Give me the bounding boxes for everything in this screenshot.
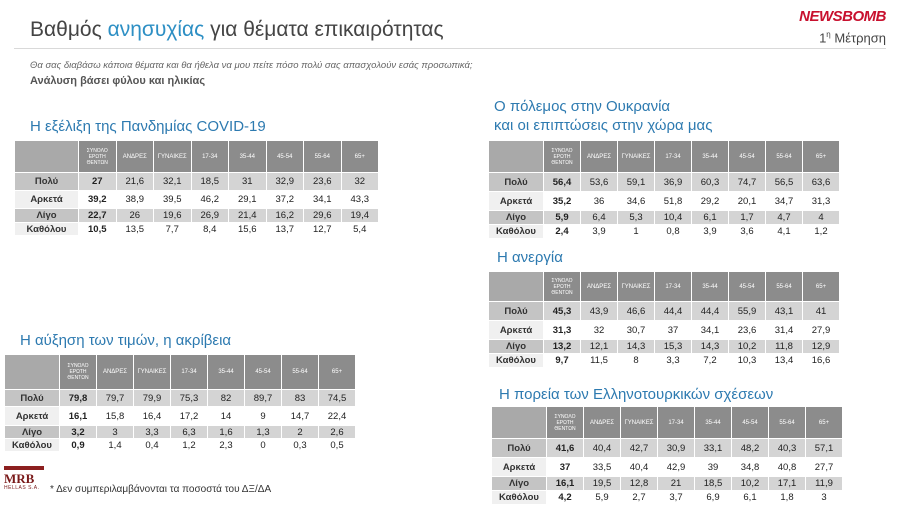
table-cell: 8,4 (191, 223, 229, 236)
column-header: ΓΥΝΑΙΚΕΣ (154, 141, 192, 173)
table-cell: 34,8 (732, 458, 769, 477)
table-cell: 43,3 (341, 191, 379, 209)
table-cell: 3,3 (134, 426, 171, 439)
table-cell: 32 (581, 321, 618, 340)
table-cell: 1,3 (245, 426, 282, 439)
table-cell: 32 (341, 173, 379, 191)
table-cell: 36,9 (655, 173, 692, 192)
table-cell: 56,4 (544, 173, 581, 192)
table-row (492, 477, 843, 491)
table-cell: 46,6 (618, 302, 655, 321)
measurement-label: $1^\eta$ Μέτρηση (819, 30, 886, 46)
table-cell: 13,7 (266, 223, 304, 236)
table-cell: 0,8 (655, 225, 692, 239)
table-cell: 29,6 (304, 209, 342, 223)
table-cell: 2 (282, 426, 319, 439)
table-cell: 7,7 (154, 223, 192, 236)
table-cell: 1,8 (769, 491, 806, 505)
table-cell: 57,1 (806, 439, 843, 458)
table-row (489, 225, 840, 239)
table-cell: 0,3 (282, 439, 319, 452)
table-cell: 15,3 (655, 340, 692, 354)
table-cell: 26 (116, 209, 154, 223)
table-cell: 16,1 (60, 407, 97, 426)
table-cell: 46,2 (191, 191, 229, 209)
table-cell: 42,9 (658, 458, 695, 477)
header-corner (492, 407, 547, 439)
table-cell: 1,4 (97, 439, 134, 452)
column-header: ΓΥΝΑΙΚΕΣ (618, 141, 655, 173)
row-label: Λίγο (489, 340, 544, 354)
table-row (5, 426, 356, 439)
table-cell: 34,7 (766, 192, 803, 211)
table-cell: 21,4 (229, 209, 267, 223)
column-header: ΑΝΔΡΕΣ (584, 407, 621, 439)
table-cell: 79,9 (134, 390, 171, 407)
column-header: 17-34 (655, 272, 692, 302)
table-cell: 0 (245, 439, 282, 452)
column-header: ΣΥΝΟΛΟ ΕΡΩΤΗ ΘΕΝΤΩΝ (60, 355, 97, 390)
table-cell: 10,2 (729, 340, 766, 354)
table-row (492, 439, 843, 458)
column-header: 65+ (806, 407, 843, 439)
table-cell: 36 (581, 192, 618, 211)
column-header: ΣΥΝΟΛΟ ΕΡΩΤΗ ΘΕΝΤΩΝ (547, 407, 584, 439)
table-cell: 40,3 (769, 439, 806, 458)
header-corner (15, 141, 79, 173)
column-header: 55-64 (766, 272, 803, 302)
table-cell: 63,6 (803, 173, 840, 192)
table-cell: 5,3 (618, 211, 655, 225)
table-row (492, 458, 843, 477)
table-cell: 19,5 (584, 477, 621, 491)
table-cell: 79,7 (97, 390, 134, 407)
table-cell: 2,7 (621, 491, 658, 505)
table-cell: 30,7 (618, 321, 655, 340)
section-title-covid: Η εξέλιξη της Πανδημίας COVID-19 (30, 118, 266, 135)
table-cell: 14,7 (282, 407, 319, 426)
column-header: 45-54 (732, 407, 769, 439)
column-header: ΑΝΔΡΕΣ (581, 272, 618, 302)
row-label: Λίγο (492, 477, 547, 491)
table-row (489, 321, 840, 340)
table-cell: 34,1 (692, 321, 729, 340)
column-header: 45-54 (729, 141, 766, 173)
column-header: 65+ (803, 141, 840, 173)
table-cell: 29,2 (692, 192, 729, 211)
table-cell: 37,2 (266, 191, 304, 209)
table-cell: 4,7 (766, 211, 803, 225)
greek-turkish-table (491, 406, 843, 505)
table-row (489, 340, 840, 354)
column-header: 35-44 (692, 141, 729, 173)
section-title-prices: Η αύξηση των τιμών, η ακρίβεια (20, 332, 232, 349)
table-cell: 53,6 (581, 173, 618, 192)
table-row (5, 390, 356, 407)
column-header: ΣΥΝΟΛΟ ΕΡΩΤΗ ΘΕΝΤΩΝ (544, 141, 581, 173)
table-cell: 23,6 (729, 321, 766, 340)
column-header: 65+ (803, 272, 840, 302)
table-cell: 55,9 (729, 302, 766, 321)
column-header: 17-34 (658, 407, 695, 439)
table-cell: 40,4 (584, 439, 621, 458)
header-corner (489, 272, 544, 302)
table-row (489, 192, 840, 211)
analysis-subtitle: Ανάλυση βάσει φύλου και ηλικίας (30, 75, 206, 87)
section-title-ukraine-2: και οι επιπτώσεις στην χώρα μας (494, 117, 713, 134)
table-cell: 39 (695, 458, 732, 477)
table-cell: 15,6 (229, 223, 267, 236)
table-cell: 11,5 (581, 354, 618, 368)
row-label: Πολύ (5, 390, 60, 407)
column-header: 55-64 (282, 355, 319, 390)
row-label: Καθόλου (15, 223, 79, 236)
table-cell: 1,2 (803, 225, 840, 239)
table-cell: 17,2 (171, 407, 208, 426)
survey-question: Θα σας διαβάσω κάποια θέματα και θα ήθελα να μου πείτε πόσο πολύ σας απασχολούν εσάς προσωπικά; (30, 60, 473, 71)
table-cell: 23,6 (304, 173, 342, 191)
row-label: Πολύ (492, 439, 547, 458)
table-cell: 6,3 (171, 426, 208, 439)
table-cell: 83 (282, 390, 319, 407)
covid-table (14, 140, 379, 236)
table-cell: 40,8 (769, 458, 806, 477)
column-header: ΑΝΔΡΕΣ (116, 141, 154, 173)
table-cell: 3,3 (655, 354, 692, 368)
table-cell: 4,1 (766, 225, 803, 239)
row-label: Λίγο (15, 209, 79, 223)
table-row (489, 354, 840, 368)
table-cell: 7,2 (692, 354, 729, 368)
table-cell: 0,5 (319, 439, 356, 452)
table-cell: 1 (618, 225, 655, 239)
table-cell: 3 (97, 426, 134, 439)
section-title-greek-turkish: Η πορεία των Ελληνοτουρκικών σχέσεων (499, 386, 774, 403)
table-cell: 5,9 (584, 491, 621, 505)
row-label: Καθόλου (492, 491, 547, 505)
table-cell: 31,3 (544, 321, 581, 340)
table-cell: 8 (618, 354, 655, 368)
column-header: 35-44 (208, 355, 245, 390)
table-cell: 10,4 (655, 211, 692, 225)
table-cell: 44,4 (655, 302, 692, 321)
table-row (489, 173, 840, 192)
table-cell: 19,6 (154, 209, 192, 223)
table-cell: 22,7 (79, 209, 117, 223)
row-label: Λίγο (489, 211, 544, 225)
table-cell: 74,5 (319, 390, 356, 407)
row-label: Πολύ (489, 302, 544, 321)
table-cell: 13,5 (116, 223, 154, 236)
table-cell: 13,2 (544, 340, 581, 354)
table-cell: 3,2 (60, 426, 97, 439)
row-label: Αρκετά (15, 191, 79, 209)
table-row (489, 302, 840, 321)
table-cell: 75,3 (171, 390, 208, 407)
table-cell: 56,5 (766, 173, 803, 192)
section-title-unemployment: Η ανεργία (497, 249, 563, 266)
table-cell: 9 (245, 407, 282, 426)
table-row (492, 491, 843, 505)
table-cell: 39,2 (79, 191, 117, 209)
table-cell: 11,8 (766, 340, 803, 354)
footnote: * Δεν συμπεριλαμβάνονται τα ποσοστά του ΔΞ/ΔΑ (50, 484, 272, 495)
table-row (5, 439, 356, 452)
table-cell: 6,1 (732, 491, 769, 505)
table-cell: 14,3 (618, 340, 655, 354)
table-cell: 39,5 (154, 191, 192, 209)
section-title-ukraine-1: Ο πόλεμος στην Ουκρανία (494, 98, 671, 115)
table-cell: 12,7 (304, 223, 342, 236)
column-header: ΓΥΝΑΙΚΕΣ (618, 272, 655, 302)
table-cell: 59,1 (618, 173, 655, 192)
table-cell: 30,9 (658, 439, 695, 458)
table-cell: 16,6 (803, 354, 840, 368)
row-label: Αρκετά (5, 407, 60, 426)
table-cell: 82 (208, 390, 245, 407)
table-cell: 79,8 (60, 390, 97, 407)
title-accent: ανησυχίας (107, 18, 205, 41)
table-cell: 11,9 (806, 477, 843, 491)
column-header: 55-64 (304, 141, 342, 173)
table-cell: 15,8 (97, 407, 134, 426)
table-cell: 42,7 (621, 439, 658, 458)
column-header: 17-34 (655, 141, 692, 173)
column-header: ΑΝΔΡΕΣ (97, 355, 134, 390)
table-cell: 12,8 (621, 477, 658, 491)
row-label: Αρκετά (492, 458, 547, 477)
column-header: 45-54 (266, 141, 304, 173)
table-cell: 3 (806, 491, 843, 505)
row-label: Αρκετά (489, 192, 544, 211)
table-cell: 4,2 (547, 491, 584, 505)
table-cell: 4 (803, 211, 840, 225)
table-cell: 43,1 (766, 302, 803, 321)
table-cell: 34,1 (304, 191, 342, 209)
table-cell: 27,7 (806, 458, 843, 477)
table-cell: 29,1 (229, 191, 267, 209)
row-label: Πολύ (489, 173, 544, 192)
table-row (15, 209, 379, 223)
table-cell: 18,5 (191, 173, 229, 191)
column-header: ΑΝΔΡΕΣ (581, 141, 618, 173)
table-cell: 40,4 (621, 458, 658, 477)
column-header: 65+ (341, 141, 379, 173)
column-header: ΣΥΝΟΛΟ ΕΡΩΤΗ ΘΕΝΤΩΝ (544, 272, 581, 302)
row-label: Καθόλου (5, 439, 60, 452)
table-cell: 17,1 (769, 477, 806, 491)
table-cell: 34,6 (618, 192, 655, 211)
column-header: 65+ (319, 355, 356, 390)
table-cell: 3,9 (692, 225, 729, 239)
table-cell: 33,5 (584, 458, 621, 477)
table-cell: 45,3 (544, 302, 581, 321)
table-cell: 16,1 (547, 477, 584, 491)
column-header: 55-64 (769, 407, 806, 439)
table-row (15, 191, 379, 209)
table-cell: 10,5 (79, 223, 117, 236)
page-title: Βαθμός ανησυχίας για θέματα επικαιρότητας (30, 18, 444, 41)
table-cell: 5,4 (341, 223, 379, 236)
table-cell: 5,9 (544, 211, 581, 225)
table-cell: 60,3 (692, 173, 729, 192)
table-cell: 0,9 (60, 439, 97, 452)
table-cell: 31,4 (766, 321, 803, 340)
table-cell: 0,4 (134, 439, 171, 452)
table-cell: 44,4 (692, 302, 729, 321)
mrb-logo: MRB HELLAS S.A. (4, 466, 44, 504)
header-divider (14, 48, 886, 49)
table-cell: 31,3 (803, 192, 840, 211)
table-cell: 37 (655, 321, 692, 340)
table-cell: 38,9 (116, 191, 154, 209)
column-header: 45-54 (729, 272, 766, 302)
column-header: ΓΥΝΑΙΚΕΣ (134, 355, 171, 390)
column-header: 17-34 (171, 355, 208, 390)
column-header: 55-64 (766, 141, 803, 173)
unemployment-table (488, 271, 840, 368)
table-cell: 41 (803, 302, 840, 321)
table-cell: 21 (658, 477, 695, 491)
table-cell: 14 (208, 407, 245, 426)
table-cell: 20,1 (729, 192, 766, 211)
table-cell: 10,3 (729, 354, 766, 368)
table-cell: 43,9 (581, 302, 618, 321)
table-cell: 74,7 (729, 173, 766, 192)
table-cell: 32,9 (266, 173, 304, 191)
table-cell: 13,4 (766, 354, 803, 368)
table-row (15, 223, 379, 236)
table-cell: 1,2 (171, 439, 208, 452)
table-cell: 22,4 (319, 407, 356, 426)
ukraine-table (488, 140, 840, 239)
table-cell: 1,6 (208, 426, 245, 439)
table-cell: 3,9 (581, 225, 618, 239)
row-label: Πολύ (15, 173, 79, 191)
table-row (5, 407, 356, 426)
table-cell: 2,4 (544, 225, 581, 239)
table-cell: 35,2 (544, 192, 581, 211)
newsbomb-logo: NEWSBOMB (799, 8, 886, 25)
table-cell: 1,7 (729, 211, 766, 225)
table-cell: 14,3 (692, 340, 729, 354)
table-cell: 21,6 (116, 173, 154, 191)
table-cell: 2,3 (208, 439, 245, 452)
row-label: Αρκετά (489, 321, 544, 340)
table-cell: 41,6 (547, 439, 584, 458)
column-header: 45-54 (245, 355, 282, 390)
prices-table (4, 354, 356, 452)
table-row (15, 173, 379, 191)
table-cell: 32,1 (154, 173, 192, 191)
table-cell: 37 (547, 458, 584, 477)
table-cell: 26,9 (191, 209, 229, 223)
table-cell: 27 (79, 173, 117, 191)
table-cell: 89,7 (245, 390, 282, 407)
row-label: Καθόλου (489, 225, 544, 239)
header-corner (489, 141, 544, 173)
table-cell: 31 (229, 173, 267, 191)
column-header: 17-34 (191, 141, 229, 173)
table-cell: 27,9 (803, 321, 840, 340)
row-label: Λίγο (5, 426, 60, 439)
table-cell: 6,9 (695, 491, 732, 505)
column-header: 35-44 (692, 272, 729, 302)
table-cell: 16,4 (134, 407, 171, 426)
table-cell: 48,2 (732, 439, 769, 458)
column-header: ΓΥΝΑΙΚΕΣ (621, 407, 658, 439)
column-header: 35-44 (229, 141, 267, 173)
table-cell: 33,1 (695, 439, 732, 458)
table-cell: 12,1 (581, 340, 618, 354)
table-cell: 51,8 (655, 192, 692, 211)
table-cell: 6,1 (692, 211, 729, 225)
table-row (489, 211, 840, 225)
header-corner (5, 355, 60, 390)
table-cell: 16,2 (266, 209, 304, 223)
table-cell: 10,2 (732, 477, 769, 491)
row-label: Καθόλου (489, 354, 544, 368)
table-cell: 19,4 (341, 209, 379, 223)
table-cell: 9,7 (544, 354, 581, 368)
table-cell: 12,9 (803, 340, 840, 354)
column-header: ΣΥΝΟΛΟ ΕΡΩΤΗ ΘΕΝΤΩΝ (79, 141, 117, 173)
table-cell: 6,4 (581, 211, 618, 225)
table-cell: 3,6 (729, 225, 766, 239)
column-header: 35-44 (695, 407, 732, 439)
table-cell: 3,7 (658, 491, 695, 505)
table-cell: 2,6 (319, 426, 356, 439)
table-cell: 18,5 (695, 477, 732, 491)
